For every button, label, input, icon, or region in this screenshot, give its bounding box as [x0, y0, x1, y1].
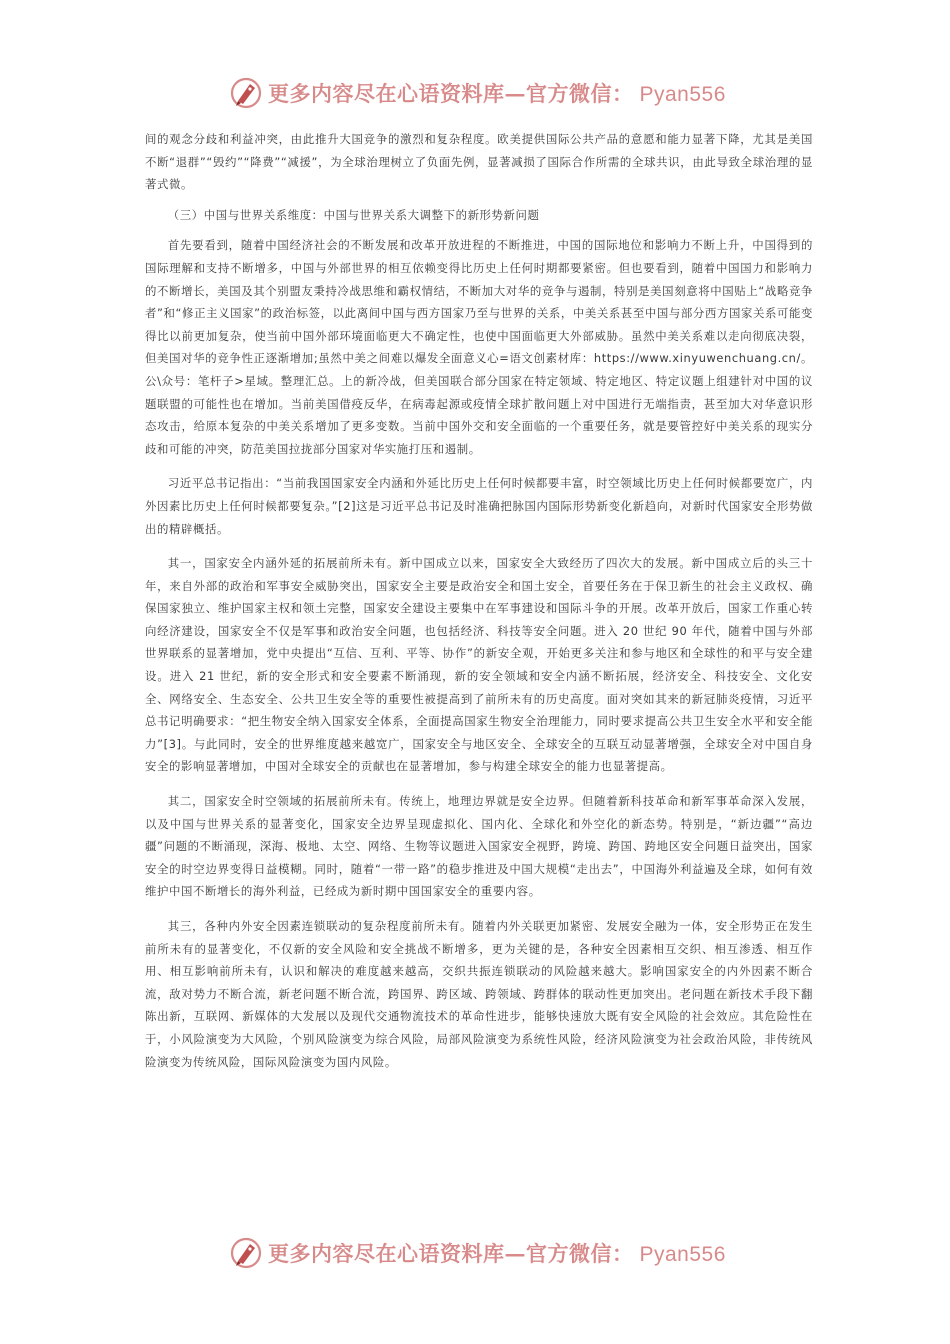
banner-title: [268, 78, 726, 108]
paragraph-5: 其三，各种内外安全因素连锁联动的复杂程度前所未有。随着内外关联更加紧密、发展安全融为一体，安全形势正在发生前所未有的显著变化，不仅新的安全风险和安全挑战不断增多，更为关键的是，各种安全因素相互交织、相互渗透、相互作用、相互影响前所未有，认识和解决的难度越来越高，交织共振连锁联动的风险越来越大。影响国家安全的内外因素不断合流，敌对势力不断合流，新老问题不断合流，跨国界、跨区域、跨领域、跨群体的联动性更加突出。老问题在新技术手段下翻陈出新，互联网、新媒体的大发展以及现代交通物流技术的革命性进步，能够快速放大既有安全风险的社会效应。其危险性在于，小风险演变为大风险，个别风险演变为综合风险，局部风险演变为系统性风险，经济风险演变为社会政治风险，非传统风险演变为传统风险，国际风险演变为国内风险。: [145, 919, 813, 1069]
paragraph-4: 其二，国家安全时空领域的拓展前所未有。传统上，地理边界就是安全边界。但随着新科技革命和新军事革命深入发展，以及中国与世界关系的显著变化，国家安全边界呈现虚拟化、国内化、全球化和外空化的新态势。特别是，“新边疆”“高边疆”问题的不断涌现，深海、极地、太空、网络、生物等议题进入国家安全视野，跨境、跨国、跨地区安全问题日益突出，国家安全的时空边界变得日益模糊。同时，随着“一带一路”的稳步推进及中国大规模“走出去”，中国海外利益遍及全球，如何有效维护中国不断增长的海外利益，已经成为新时期中国国家安全的重要内容。: [145, 794, 813, 899]
wechat-id: Pyan556: [639, 1243, 726, 1266]
section-subheading: （三）中国与世界关系维度：中国与世界关系大调整下的新形势新问题: [167, 207, 540, 222]
pen-nib-icon: [228, 75, 264, 111]
paragraph-3: 其一，国家安全内涵外延的拓展前所未有。新中国成立以来，国家安全大致经历了四次大的发展。新中国成立后的头三十年，来自外部的政治和军事安全威胁突出，国家安全主要是政治安全和国土安全，首要任务在于保卫新生的社会主义政权、确保国家独立、维护国家主权和领土完整，国家安全建设主要集中在军事建设和国际斗争的开展。改革开放后，国家工作重心转向经济建设，国家安全不仅是军事和政治安全问题，也包括经济、科技等安全问题。进入 20 世纪 90 年代，随着中国与外部世界联系的显著增加，党中央提出“互信、互利、平等、协作”的新安全观，开始更多关注和参与地区和全球性的和平与安全建设。进入 21 世纪，新的安全形式和安全要素不断涌现，新的安全领域和安全内涵不断拓展，经济安全、科技安全、文化安全、网络安全、生态安全、公共卫生安全等的重要性被提高到了前所未有的历史高度。面对突如其来的新冠肺炎疫情，习近平总书记明确要求：“把生物安全纳入国家安全体系，全面提高国家生物安全治理能力，同时要求提高公共卫生安全水平和安全能力”[3]。与此同时，安全的世界维度越来越宽广，国家安全与地区安全、全球安全的互联互动显著增强，全球安全对中国自身安全的影响显著增加，中国对全球安全的贡献也在显著增加，参与构建全球安全的能力也显著提高。: [145, 556, 813, 774]
document-body: [145, 128, 813, 1073]
banner-text: 更多内容尽在心语资料库—官方微信：: [268, 81, 634, 106]
wechat-id: Pyan556: [639, 83, 726, 106]
header-banner: [228, 73, 728, 113]
paragraph-2: 习近平总书记指出：“当前我国国家安全内涵和外延比历史上任何时候都要丰富，时空领域比历史上任何时候都要宽广，内外因素比历史上任何时候都要复杂。”[2]这是习近平总书记及时准确把脉国内国际形势新变化新趋向，对新时代国家安全形势做出的精辟概括。: [145, 476, 813, 536]
paragraph-continued: 间的观念分歧和利益冲突，由此推升大国竞争的激烈和复杂程度。欧美提供国际公共产品的意愿和能力显著下降，尤其是美国不断“退群”“毁约”“降费”“减援”，为全球治理树立了负面先例，显著减损了国际合作所需的全球共识，由此导致全球治理的显著式微。: [145, 132, 813, 192]
paragraph-1: 首先要看到，随着中国经济社会的不断发展和改革开放进程的不断推进，中国的国际地位和影响力不断上升，中国得到的国际理解和支持不断增多，中国与外部世界的相互依赖变得比历史上任何时期都要紧密。但也要看到，随着中国国力和影响力的不断增长，美国及其个别盟友秉持冷战思维和霸权情结，不断加大对华的竞争与遏制，特别是美国刻意将中国贴上“战略竞争者”和“修正主义国家”的政治标签，以此离间中国与西方国家乃至与世界的关系，中美关系甚至中国与部分西方国家关系可能变得比以前更加复杂，使当前中国外部环境面临更大不确定性，也使中国面临更大外部威胁。虽然中美关系难以走向彻底决裂，但美国对华的竞争性正逐渐增加;虽然中美之间难以爆发全面意义心=语文创素材库：https://www.xinyuwenchuang.cn/。公\众号：笔杆子>星域。整理汇总。上的新冷战，但美国联合部分国家在特定领域、特定地区、特定议题上组建针对中国的议题联盟的可能性也在增加。当前美国借疫反华，在病毒起源或疫情全球扩散问题上对中国进行无端指责，甚至加大对华意识形态攻击，给原本复杂的中美关系增加了更多变数。当前中国外交和安全面临的一个重要任务，就是要管控好中美关系的现实分歧和可能的冲突，防范美国拉拢部分国家对华实施打压和遏制。: [145, 238, 813, 456]
banner-title: [268, 1238, 726, 1268]
banner-text: 更多内容尽在心语资料库—官方微信：: [268, 1241, 634, 1266]
footer-banner: [228, 1233, 728, 1273]
pen-nib-icon: [228, 1235, 264, 1271]
